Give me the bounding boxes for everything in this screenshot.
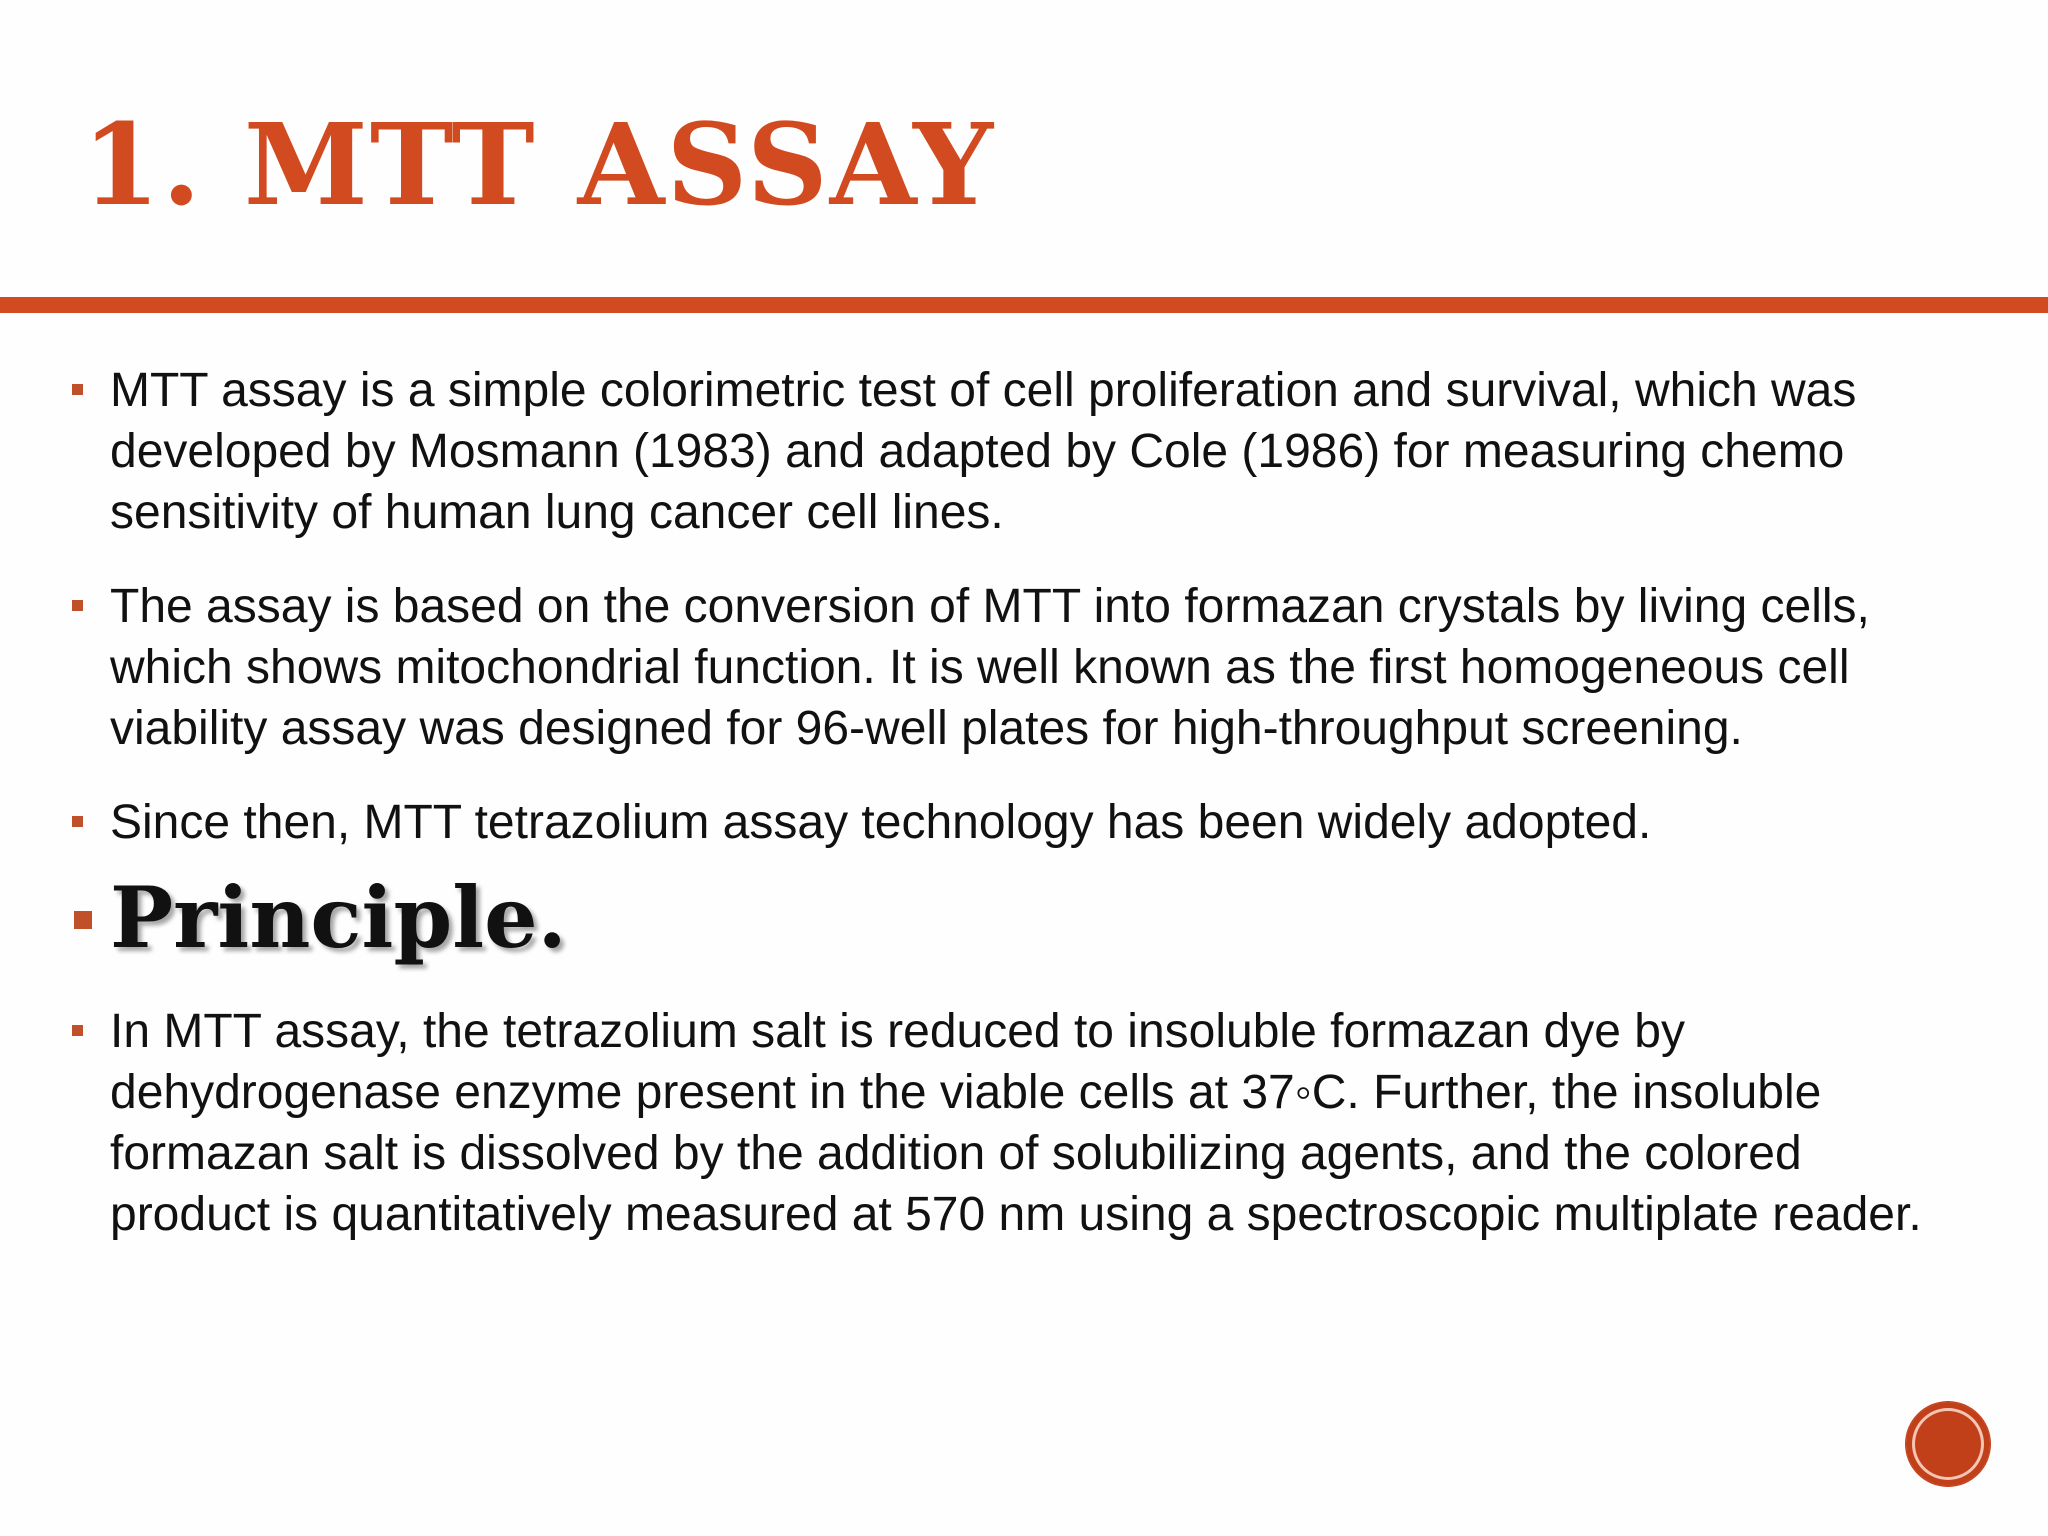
title-divider (0, 297, 2048, 313)
slide-content (72, 360, 1972, 1245)
circle-button-icon[interactable] (1906, 1402, 1990, 1486)
bullet-item (72, 360, 1972, 543)
slide-title: 1. MTT ASSAY (82, 100, 996, 231)
principle-text: In MTT assay, the tetrazolium salt is reduced to insoluble formazan dye by dehydrogenase enzyme present in the viable cells at 37◦C. Further, the insoluble formazan salt is dissolved by the addition of solubilizing agents, and the colored product is quantitatively measured at 570 nm using a spectroscopic multiplate reader. (110, 1005, 1922, 1241)
bullet-item (72, 576, 1972, 759)
principle-heading (72, 865, 1972, 971)
bullet-item (72, 792, 1972, 853)
bullet-item (72, 1001, 1972, 1245)
square-bullet-icon (72, 384, 83, 395)
principle-heading-text: Principle. (110, 868, 567, 967)
bullet-text: Since then, MTT tetrazolium assay technology has been widely adopted. (110, 796, 1652, 849)
square-bullet-icon (74, 911, 92, 929)
bullet-text: The assay is based on the conversion of MTT into formazan crystals by living cells, which shows mitochondrial function. It is well known as the first homogeneous cell viability assay was designed for 96-well plates for high-throughput screening. (110, 580, 1870, 755)
square-bullet-icon (72, 1025, 83, 1036)
square-bullet-icon (72, 816, 83, 827)
bullet-text: MTT assay is a simple colorimetric test of cell proliferation and survival, which was developed by Mosmann (1983) and adapted by Cole (1986) for measuring chemo sensitivity of human lung cancer cell lines. (110, 364, 1857, 539)
square-bullet-icon (72, 600, 83, 611)
